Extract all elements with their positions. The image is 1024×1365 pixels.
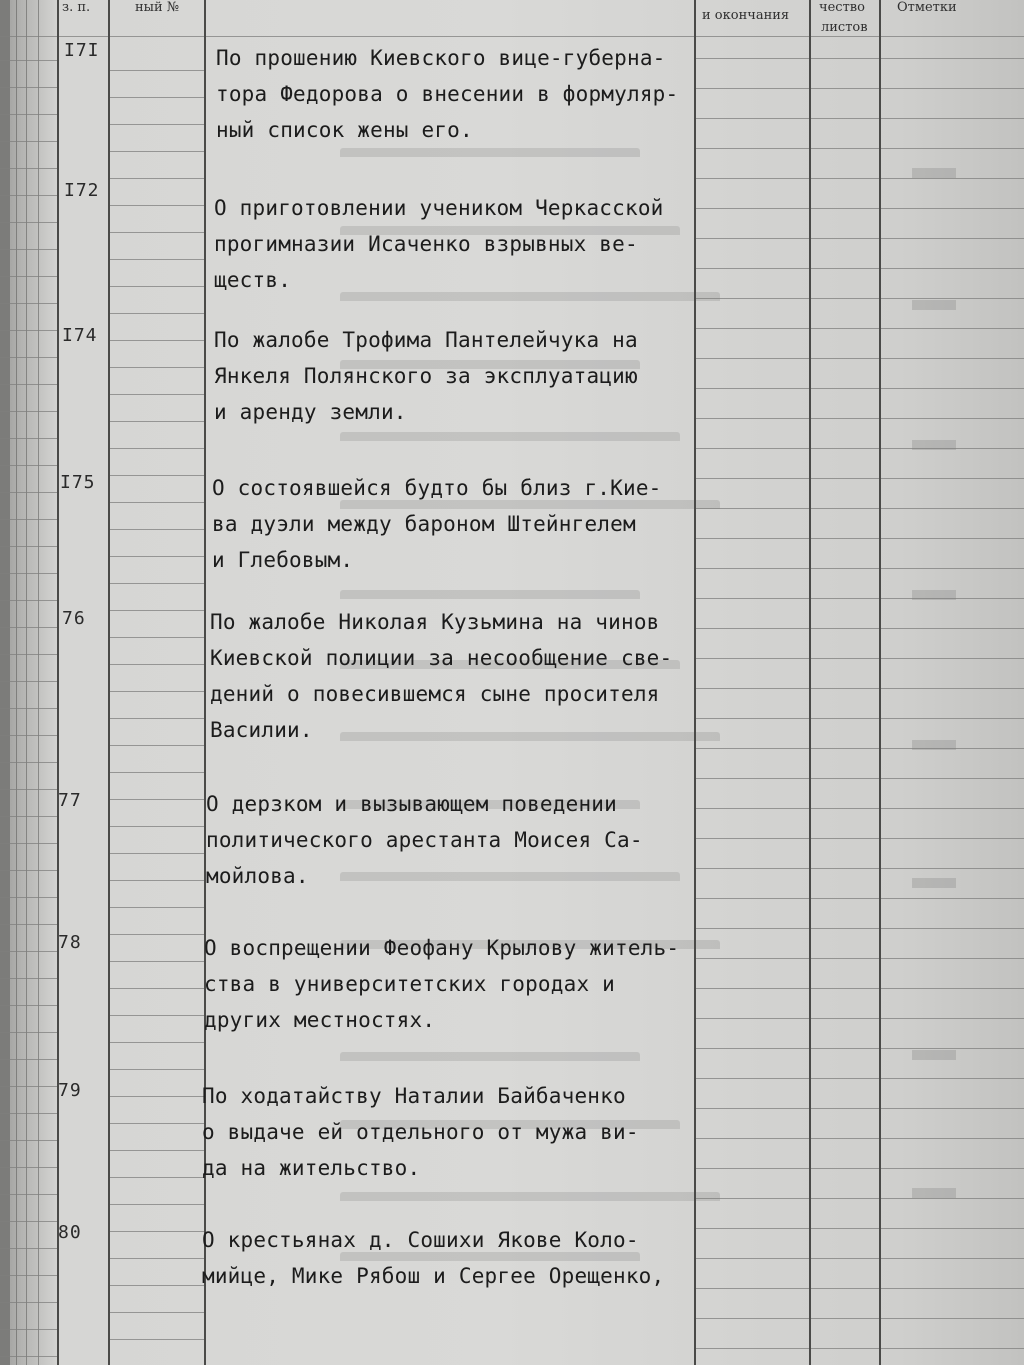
entry-line: О крестьянах д. Сошихи Якове Коло- <box>202 1228 639 1252</box>
entry-line: По ходатайству Наталии Байбаченко <box>202 1084 626 1108</box>
ruled-line <box>108 259 204 260</box>
ruled-line <box>0 1059 58 1060</box>
ruled-line <box>694 1288 1024 1289</box>
ruled-line <box>108 1285 204 1286</box>
entry-line: О приготовлении учеником Черкасской <box>214 196 664 220</box>
ghost-number <box>912 878 956 904</box>
entry-text <box>202 1222 722 1294</box>
column-divider <box>57 0 59 1365</box>
ruled-line <box>694 808 1024 809</box>
page-edge <box>38 0 39 1365</box>
entry-line: мийце, Мике Рябош и Сергее Орещенко, <box>202 1264 665 1288</box>
entry-number: 77 <box>58 790 82 811</box>
ruled-line <box>108 907 204 908</box>
ruled-line <box>108 637 204 638</box>
ruled-line <box>108 772 204 773</box>
page-edge <box>16 0 17 1365</box>
ruled-line <box>108 232 204 233</box>
ruled-line <box>694 988 1024 989</box>
ruled-line <box>694 838 1024 839</box>
ruled-line <box>108 70 204 71</box>
header-end-date: и окончания <box>702 8 790 23</box>
ruled-line <box>694 898 1024 899</box>
ruled-line <box>694 748 1024 749</box>
ruled-line <box>694 688 1024 689</box>
binding-spine <box>0 0 10 1365</box>
ruled-line <box>694 718 1024 719</box>
entry-line: По прошению Киевского вице-губерна- <box>216 46 666 70</box>
ruled-line <box>108 988 204 989</box>
ruled-line <box>108 1312 204 1313</box>
ruled-line <box>108 448 204 449</box>
ruled-line <box>694 958 1024 959</box>
ruled-line <box>0 1194 58 1195</box>
ruled-line <box>0 1248 58 1249</box>
ruled-line <box>0 735 58 736</box>
entry-number: 76 <box>62 608 86 629</box>
ruled-line <box>108 934 204 935</box>
entry-number: I7I <box>64 40 100 61</box>
ruled-line <box>694 1258 1024 1259</box>
entry-line: По жалобе Николая Кузьмина на чинов <box>210 610 660 634</box>
ruled-line <box>108 583 204 584</box>
ruled-line <box>0 141 58 142</box>
ruled-line <box>0 546 58 547</box>
ruled-line <box>694 1018 1024 1019</box>
ruled-line <box>0 492 58 493</box>
ghost-number <box>912 590 956 616</box>
entry-number: I72 <box>64 180 100 201</box>
ruled-line <box>108 394 204 395</box>
column-divider <box>809 0 811 1365</box>
ruled-line <box>108 1177 204 1178</box>
ruled-line <box>0 1221 58 1222</box>
ghost-line <box>340 432 680 457</box>
ruled-line <box>694 1198 1024 1199</box>
ruled-line <box>108 205 204 206</box>
entry-line: О воспрещении Феофану Крылову житель- <box>204 936 680 960</box>
entry-text <box>216 40 736 148</box>
ruled-line <box>694 598 1024 599</box>
ruled-line <box>694 448 1024 449</box>
ruled-line <box>108 556 204 557</box>
entry-number: 79 <box>58 1080 82 1101</box>
ruled-line <box>0 36 1024 37</box>
ruled-line <box>0 870 58 871</box>
ruled-line <box>0 789 58 790</box>
ruled-line <box>108 1231 204 1232</box>
ghost-number <box>912 740 956 766</box>
entry-line: Киевской полиции за несообщение све- <box>210 646 673 670</box>
ruled-line <box>0 357 58 358</box>
entry-text <box>202 1078 722 1186</box>
ruled-line <box>694 358 1024 359</box>
ruled-line <box>108 1069 204 1070</box>
ruled-line <box>694 628 1024 629</box>
ruled-line <box>108 880 204 881</box>
ruled-line <box>108 367 204 368</box>
entry-line: мойлова. <box>206 864 309 888</box>
column-divider <box>108 0 110 1365</box>
ruled-line <box>0 60 58 61</box>
ruled-line <box>694 208 1024 209</box>
ruled-line <box>694 1048 1024 1049</box>
entry-text <box>210 604 730 748</box>
ruled-line <box>0 1032 58 1033</box>
ruled-line <box>108 1042 204 1043</box>
ruled-line <box>694 478 1024 479</box>
ruled-line <box>694 118 1024 119</box>
ruled-line <box>108 664 204 665</box>
ruled-line <box>694 1078 1024 1079</box>
ruled-line <box>108 1339 204 1340</box>
ruled-line <box>0 573 58 574</box>
ruled-line <box>108 718 204 719</box>
ruled-line <box>108 340 204 341</box>
entry-line: ства в университетских городах и <box>204 972 615 996</box>
ruled-line <box>108 421 204 422</box>
ruled-line <box>0 87 58 88</box>
ruled-line <box>0 195 58 196</box>
entry-number: 80 <box>58 1222 82 1243</box>
entry-line: и Глебовым. <box>212 548 354 572</box>
ruled-line <box>694 868 1024 869</box>
ruled-line <box>108 178 204 179</box>
ruled-line <box>108 691 204 692</box>
ruled-line <box>694 268 1024 269</box>
ruled-line <box>0 1005 58 1006</box>
ruled-line <box>694 568 1024 569</box>
ruled-line <box>108 745 204 746</box>
entry-line: Янкеля Полянского за эксплуатацию <box>214 364 638 388</box>
header-sheet-count-2: листов <box>821 20 868 35</box>
entry-line: и аренду земли. <box>214 400 407 424</box>
header-sheet-count-1: чество <box>819 0 865 15</box>
ruled-line <box>108 529 204 530</box>
ghost-number <box>912 440 956 466</box>
ruled-line <box>694 148 1024 149</box>
ruled-line <box>108 151 204 152</box>
entry-line: политического арестанта Моисея Са- <box>206 828 643 852</box>
ruled-line <box>0 1113 58 1114</box>
entry-text <box>212 470 732 578</box>
ruled-line <box>694 658 1024 659</box>
entry-line: прогимназии Исаченко взрывных ве- <box>214 232 638 256</box>
ghost-line <box>340 1192 720 1217</box>
ruled-line <box>694 238 1024 239</box>
entry-line: других местностях. <box>204 1008 436 1032</box>
ruled-line <box>694 1168 1024 1169</box>
ruled-line <box>694 298 1024 299</box>
entry-number: I74 <box>62 325 98 346</box>
entry-line: ществ. <box>214 268 292 292</box>
ruled-line <box>694 1108 1024 1109</box>
entry-text <box>214 322 734 430</box>
ruled-line <box>0 708 58 709</box>
ruled-line <box>108 97 204 98</box>
entry-line: О дерзком и вызывающем поведении <box>206 792 617 816</box>
column-divider <box>879 0 881 1365</box>
entry-line: ный список жены его. <box>216 118 473 142</box>
ghost-line <box>340 1052 640 1077</box>
ruled-line <box>0 249 58 250</box>
ruled-line <box>0 681 58 682</box>
ruled-line <box>0 303 58 304</box>
entry-text <box>204 930 724 1038</box>
entry-line: О состоявшейся будто бы близ г.Кие- <box>212 476 662 500</box>
ruled-line <box>0 411 58 412</box>
ruled-line <box>0 438 58 439</box>
entry-line: тора Федорова о внесении в формуляр- <box>216 82 679 106</box>
ruled-line <box>0 1086 58 1087</box>
entry-line: дений о повесившемся сыне просителя <box>210 682 660 706</box>
ghost-number <box>912 168 956 194</box>
ruled-line <box>108 1096 204 1097</box>
entry-number: 78 <box>58 932 82 953</box>
ruled-line <box>0 1329 58 1330</box>
ruled-line <box>694 328 1024 329</box>
ruled-line <box>0 654 58 655</box>
ruled-line <box>694 1318 1024 1319</box>
ruled-line <box>694 778 1024 779</box>
entry-text <box>214 190 734 298</box>
ruled-line <box>108 502 204 503</box>
entry-line: ва дуэли между бароном Штейнгелем <box>212 512 636 536</box>
ruled-line <box>0 519 58 520</box>
entry-text <box>206 786 726 894</box>
ruled-line <box>108 1150 204 1151</box>
ruled-line <box>0 384 58 385</box>
ruled-line <box>0 168 58 169</box>
ruled-line <box>0 762 58 763</box>
ruled-line <box>0 114 58 115</box>
ruled-line <box>108 961 204 962</box>
ruled-line <box>0 951 58 952</box>
ruled-line <box>108 853 204 854</box>
ruled-line <box>0 330 58 331</box>
ruled-line <box>0 1356 58 1357</box>
ruled-line <box>108 799 204 800</box>
ruled-line <box>694 88 1024 89</box>
ruled-line <box>0 897 58 898</box>
ruled-line <box>694 1138 1024 1139</box>
ruled-line <box>694 1348 1024 1349</box>
ruled-line <box>0 627 58 628</box>
ruled-line <box>0 465 58 466</box>
ruled-line <box>0 222 58 223</box>
ruled-line <box>0 1275 58 1276</box>
ghost-line <box>340 148 640 173</box>
entry-number: I75 <box>60 472 96 493</box>
ruled-line <box>694 178 1024 179</box>
ruled-line <box>0 1140 58 1141</box>
ruled-line <box>694 418 1024 419</box>
ruled-line <box>108 475 204 476</box>
header-archive-number: ный № <box>135 0 180 15</box>
header-notes: Отметки <box>897 0 957 15</box>
ruled-line <box>694 538 1024 539</box>
page-edge <box>26 0 27 1365</box>
ruled-line <box>108 124 204 125</box>
ruled-line <box>694 388 1024 389</box>
ruled-line <box>108 286 204 287</box>
ruled-line <box>694 508 1024 509</box>
entry-line: да на жительство. <box>202 1156 421 1180</box>
ruled-line <box>108 826 204 827</box>
entry-line: По жалобе Трофима Пантелейчука на <box>214 328 638 352</box>
ruled-line <box>0 843 58 844</box>
ruled-line <box>694 1228 1024 1229</box>
entry-line: о выдаче ей отдельного от мужа ви- <box>202 1120 639 1144</box>
ghost-number <box>912 1188 956 1214</box>
entry-line: Василии. <box>210 718 313 742</box>
ruled-line <box>108 1015 204 1016</box>
ruled-line <box>108 610 204 611</box>
ruled-line <box>0 1167 58 1168</box>
ruled-line <box>108 313 204 314</box>
ruled-line <box>694 58 1024 59</box>
ruled-line <box>0 1302 58 1303</box>
header-index: з. п. <box>62 0 91 15</box>
ruled-line <box>108 1204 204 1205</box>
ruled-line <box>0 978 58 979</box>
ruled-line <box>108 1123 204 1124</box>
ruled-line <box>0 276 58 277</box>
ruled-line <box>0 600 58 601</box>
ruled-line <box>108 1258 204 1259</box>
ruled-line <box>0 924 58 925</box>
ruled-line <box>694 928 1024 929</box>
ruled-line <box>0 816 58 817</box>
ghost-number <box>912 1050 956 1076</box>
ghost-number <box>912 300 956 326</box>
